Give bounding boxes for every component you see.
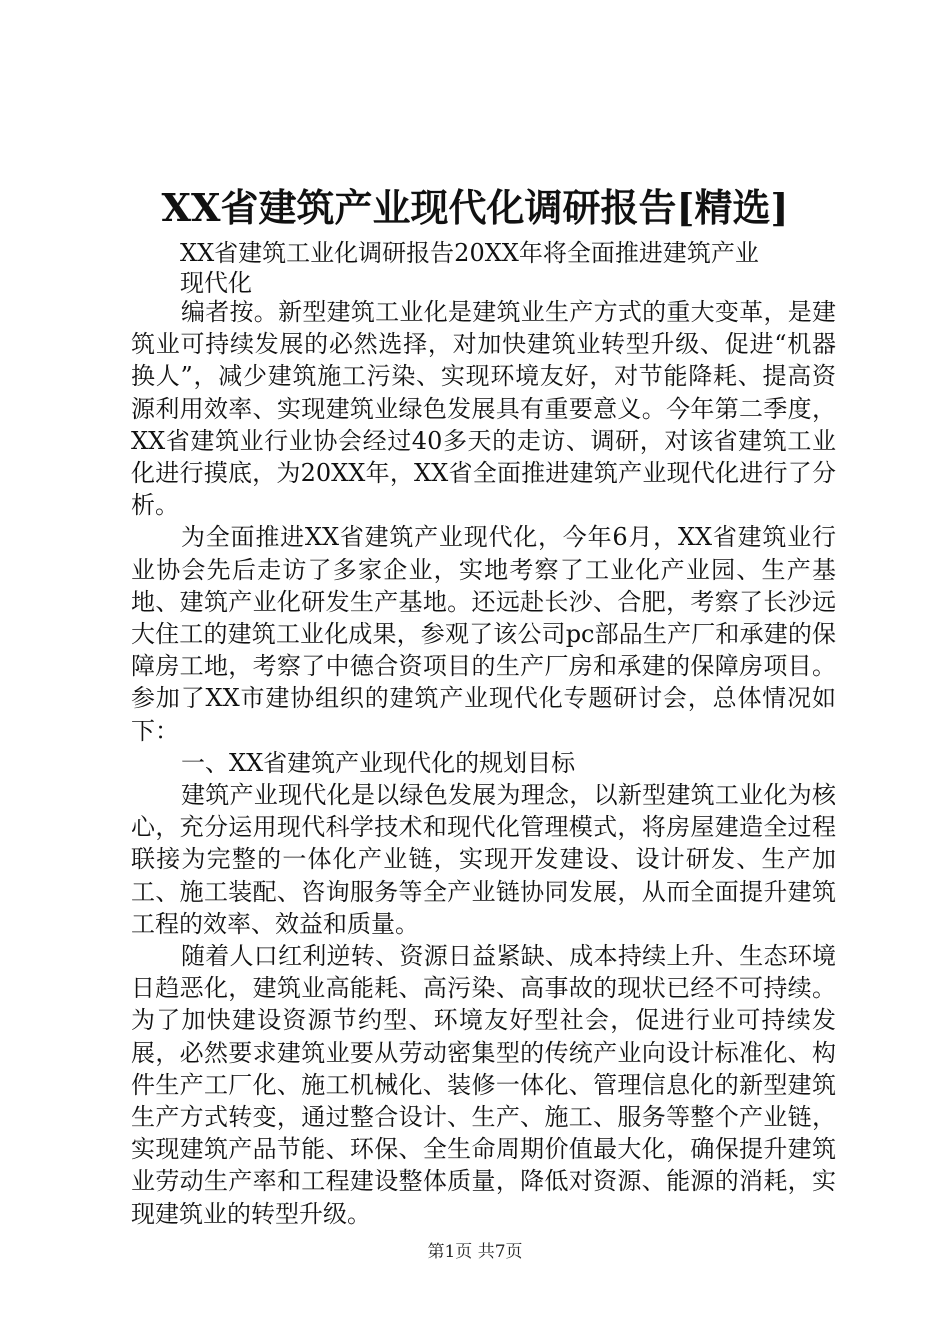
section-paragraph-definition: 建筑产业现代化是以绿色发展为理念，以新型建筑工业化为核心，充分运用现代科学技术和现代化管理模式，将房屋建造全过程联接为完整的一体化产业链，实现开发建设、设计研发、生产加工、施工装配、咨询服务等全产业链协同发展，从而全面提升建筑工程的效率、效益和质量。 xyxy=(131,781,836,938)
document-subtitle xyxy=(180,238,800,298)
section-paragraph-transformation: 随着人口红利逆转、资源日益紧缺、成本持续上升、生态环境日趋恶化，建筑业高能耗、高污染、高事故的现状已经不可持续。为了加快建设资源节约型、环境友好型社会，促进行业可持续发展，必然要求建筑业要从劳动密集型的传统产业向设计标准化、构件生产工厂化、施工机械化、装修一体化、管理信息化的新型建筑生产方式转变，通过整合设计、生产、施工、服务等整个产业链，实现建筑产品节能、环保、全生命周期价值最大化，确保提升建筑业劳动生产率和工程建设整体质量，降低对资源、能源的消耗，实现建筑业的转型升级。 xyxy=(131,942,836,1228)
subtitle-line-2: 现代化 xyxy=(180,269,252,297)
page-number-footer: 第1页 共7页 xyxy=(427,1242,523,1262)
editor-note-paragraph: 编者按。新型建筑工业化是建筑业生产方式的重大变革，是建筑业可持续发展的必然选择，对加快建筑业转型升级、促进“机器换人”，减少建筑施工污染、实现环境友好，对节能降耗、提高资源利用效率、实现建筑业绿色发展具有重要意义。今年第二季度，XX省建筑业行业协会经过40多天的走访、调研，对该省建筑工业化进行摸底，为20XX年，XX省全面推进建筑产业现代化进行了分析。 xyxy=(131,298,836,520)
document-body xyxy=(131,296,836,1230)
subtitle-line-1: XX省建筑工业化调研报告20XX年将全面推进建筑产业 xyxy=(180,239,759,267)
section-heading: 一、XX省建筑产业现代化的规划目标 xyxy=(181,748,576,777)
overview-paragraph: 为全面推进XX省建筑产业现代化，今年6月，XX省建筑业行业协会先后走访了多家企业，实地考察了工业化产业园、生产基地、建筑产业化研发生产基地。还远赴长沙、合肥，考察了长沙远大住工的建筑工业化成果，参观了该公司pc部品生产厂和承建的保障房工地，考察了中德合资项目的生产厂房和承建的保障房项目。参加了XX市建协组织的建筑产业现代化专题研讨会，总体情况如下： xyxy=(131,523,836,745)
document-title: XX省建筑产业现代化调研报告[精选] xyxy=(161,185,789,230)
